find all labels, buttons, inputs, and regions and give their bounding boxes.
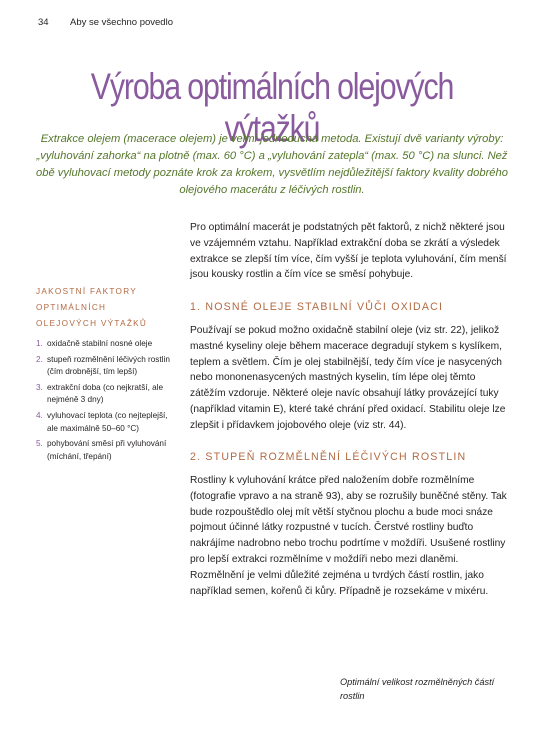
list-item: [36, 410, 170, 435]
list-item-text: pohybování směsí při vyluhování (míchání, třepání): [47, 439, 167, 461]
list-item: [36, 354, 170, 379]
section-heading-1: 1. NOSNÉ OLEJE STABILNÍ VŮČI OXIDACI: [190, 301, 444, 313]
section-heading-2: 2. STUPEŇ ROZMĚLNĚNÍ LÉČIVÝCH ROSTLIN: [190, 451, 467, 463]
page-title: Výroba optimálních olejových výtažků: [90, 66, 454, 149]
list-item-text: vyluhovací teplota (co nejteplejší, ale maximálně 50–60 °C): [47, 410, 168, 433]
photo-caption: Optimální velikost rozmělněných částí rostlin: [340, 677, 495, 701]
list-item-number: 1.: [36, 339, 43, 348]
list-item-number: 2.: [36, 354, 43, 364]
section-1-paragraph: Používají se pokud možno oxidačně stabilní oleje (viz str. 22), jelikož mastné kyseliny oleje během macerace degradují stykem s kyslíkem, teplem a světlem. Čím je olej stabilnější, tedy čím více je nasycených nebo mononenasycených mastných kyselin, tím lépe olej těmto zátěžím vzdoruje. Některé oleje navíc obsahují látky provázející tuky (například vitamin E), které také chrání před oxidací. Stabilitu oleje lze zlepšit i přídavkem jojobového oleje (viz str. 44).: [190, 325, 506, 431]
list-item-number: 5.: [36, 439, 43, 449]
list-item-text: extrakční doba (co nejkratší, ale nejméně 3 dny): [47, 382, 164, 405]
list-item-text: stupeň rozmělnění léčivých rostlin (čím drobnější, tím lepší): [47, 354, 170, 377]
quality-factors-list: [36, 338, 170, 463]
list-item-text: oxidačně stabilní nosné oleje: [47, 339, 153, 348]
running-header: [38, 17, 173, 28]
sidebar-heading: JAKOSTNÍ FAKTORY OPTIMÁLNÍCH OLEJOVÝCH VÝTAŽKŮ: [36, 287, 148, 328]
lead-paragraph: Extrakce olejem (macerace olejem) je velmi jednoduchá metoda. Existují dvě varianty výroby: „vyluhování zahorka“ na plotně (max. 60 °C) a „vyluhování zatepla“ (max. 50 °C) na slunci. Než obě vyluhovací metody poznáte krok za krokem, vysvětlím nejdůležitější faktory kvality dobrého olejového macerátu z léčivých rostlin.: [36, 133, 508, 196]
intro-paragraph: Pro optimální macerát je podstatných pět faktorů, z nichž některé jsou ve vzájemném vztahu. Například extrakční doba se zkrátí a výsledek extrakce se zlepší tím více, čím vyšší je teplota vyluhování, čím menší jsou kousky rostlin a čím více se směsí pohybuje.: [190, 222, 507, 281]
section-2-paragraph: Rostliny k vyluhování krátce před naložením dobře rozmělníme (fotografie vpravo a na straně 93), aby se rozrušily buněčné stěny. Tak bude rozpouštědlo olej mít větší styčnou plochu a bude moci snáze pojmout účinné látky rozpustné v tucích. Čerstvé rostliny buďto nakrájíme nadrobno nebo trochu podrtíme v moždíři. Usušené rostliny pro lepší extrakci rozmělníme v moždíři nebo mezi dlaněmi. Rozmělnění je velmi důležité zejména u tvrdých částí rostlin, jako například semen, kořenů či kůry. Případně je rozsekáme v mixéru.: [190, 475, 507, 597]
running-title: Aby se všechno povedlo: [70, 17, 173, 28]
list-item-number: 3.: [36, 382, 43, 392]
list-item: [36, 438, 170, 463]
list-item: [36, 338, 170, 351]
page-number: 34: [38, 17, 49, 28]
sidebar-box: [36, 284, 170, 466]
list-item: [36, 382, 170, 407]
list-item-number: 4.: [36, 410, 43, 420]
